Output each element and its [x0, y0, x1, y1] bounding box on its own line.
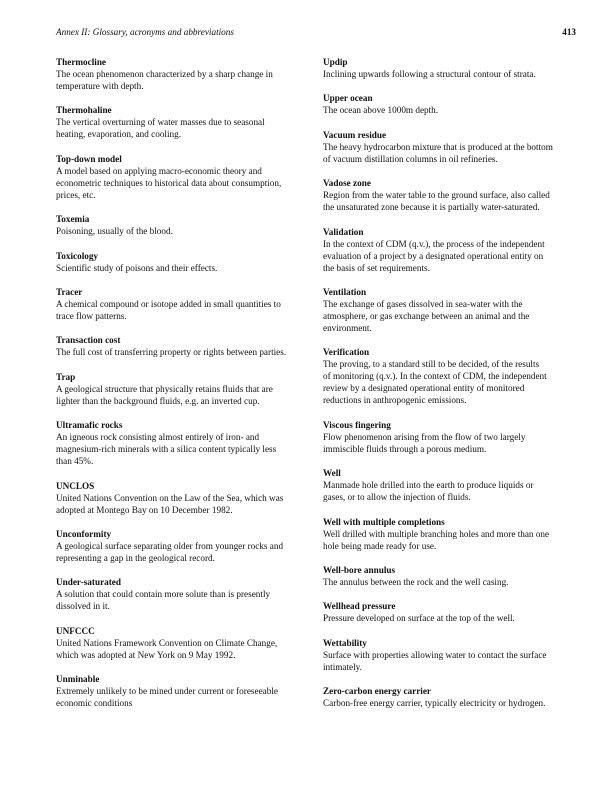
glossary-definition-line: heating, evaporation, and cooling. [56, 129, 182, 140]
glossary-term: Thermocline [56, 57, 107, 67]
glossary-definition-line: The proving, to a standard still to be decided, of the results [323, 359, 540, 370]
glossary-entry [323, 419, 578, 455]
glossary-entry [323, 467, 578, 503]
running-title: Annex II: Glossary, acronyms and abbreviations [56, 27, 234, 37]
glossary-definition-line: hole being made ready for use. [323, 540, 437, 551]
glossary-term: Zero-carbon energy carrier [323, 686, 431, 697]
glossary-definition-line: Extremely unlikely to be mined under current or foreseeable [56, 686, 278, 697]
glossary-term: Tracer [56, 286, 83, 297]
glossary-term: Wellhead pressure [323, 601, 396, 612]
glossary-entry [56, 153, 311, 201]
glossary-definition-line: than 45%. [56, 456, 94, 467]
glossary-definition-line: United Nations Framework Convention on Climate Change, [56, 637, 278, 648]
glossary-definition-line: The ocean above 1000m depth. [323, 105, 439, 116]
glossary-definition-line: the basis of set requirements. [323, 262, 430, 273]
glossary-definition-line: The vertical overturning of water masses due to seasonal [56, 117, 265, 128]
glossary-entry [56, 480, 311, 516]
glossary-definition-line: A chemical compound or isotope added in small quantities to [56, 298, 281, 309]
glossary-definition-line: Pressure developed on surface at the top of the well. [323, 613, 515, 624]
glossary-definition-line: gases, or to allow the injection of fluids. [323, 492, 471, 503]
glossary-definition-line: Manmade hole drilled into the earth to produce liquids or [323, 480, 534, 491]
glossary-entry [323, 92, 578, 116]
glossary-definition-line: Scientific study of poisons and their effects. [56, 262, 218, 273]
glossary-term: UNCLOS [56, 480, 95, 491]
glossary-entry [56, 371, 311, 407]
glossary-term: Under-saturated [56, 577, 121, 588]
glossary-definition-line: A solution that could contain more solute than is presently [56, 589, 271, 600]
glossary-definition-line: Region from the water table to the ground surface, also called [323, 190, 550, 201]
glossary-term: Well with multiple completions [323, 516, 445, 527]
glossary-term: Unconformity [56, 528, 112, 539]
glossary-definition-line: of vacuum distillation columns in oil refineries. [323, 153, 498, 164]
glossary-entry [323, 685, 578, 709]
glossary-entry [323, 286, 578, 334]
glossary-term: Vacuum residue [323, 129, 387, 140]
glossary-definition-line: temperature with depth. [56, 81, 144, 91]
glossary-definition-line: The annulus between the rock and the well casing. [323, 576, 509, 587]
glossary-entry [56, 213, 311, 237]
glossary-definition-line: An igneous rock consisting almost entirely of iron- and [56, 432, 260, 443]
glossary-term: Viscous fingering [323, 419, 391, 430]
glossary-entry [56, 334, 311, 358]
glossary-entry [56, 625, 311, 661]
glossary-definition-line: Surface with properties allowing water to contact the surface [323, 649, 547, 660]
glossary-entry [323, 346, 578, 406]
page-header [56, 27, 576, 41]
glossary-definition-line: reductions in anthropogenic emissions. [323, 395, 467, 406]
glossary-definition-line: representing a gap in the geological record. [56, 552, 215, 563]
glossary-definition-line: The ocean phenomenon characterized by a sharp change in [56, 69, 273, 79]
glossary-definition-line: A geological surface separating older from younger rocks and [56, 540, 284, 551]
glossary-term: Toxicology [56, 250, 99, 261]
glossary-entry [323, 129, 578, 165]
glossary-definition-line: immiscible fluids through a porous medium. [323, 443, 487, 454]
glossary-definition-line: the unsaturated zone because it is partially water-saturated. [323, 202, 540, 213]
glossary-definition-line: evaluation of a project by a designated operational entity on [323, 250, 544, 261]
glossary-term: Ventilation [323, 286, 367, 297]
glossary-term: Verification [323, 347, 370, 358]
glossary-term: Vadose zone [323, 178, 371, 189]
glossary-definition-line: Inclining upwards following a structural contour of strata. [323, 69, 536, 79]
glossary-column-right [323, 56, 578, 721]
glossary-definition-line: Poisoning, usually of the blood. [56, 226, 173, 237]
glossary-entry [323, 56, 578, 80]
glossary-definition-line: trace flow patterns. [56, 310, 127, 321]
glossary-entry [323, 226, 578, 274]
glossary-term: Trap [56, 371, 76, 382]
glossary-entry [56, 250, 311, 274]
page-number: 413 [562, 27, 576, 37]
glossary-entry [323, 177, 578, 213]
glossary-definition-line: Carbon-free energy carrier, typically electricity or hydrogen. [323, 698, 546, 709]
glossary-entry [56, 104, 311, 140]
glossary-definition-line: United Nations Convention on the Law of the Sea, which was [56, 492, 284, 503]
glossary-entry [56, 673, 311, 709]
glossary-definition-line: In the context of CDM (q.v.), the process of the independent [323, 238, 545, 249]
glossary-entry [56, 576, 311, 612]
glossary-term: Validation [323, 226, 364, 237]
glossary-definition-line: review by a designated operational entity of monitored [323, 383, 525, 394]
glossary-definition-line: A model based on applying macro-economic theory and [56, 165, 262, 176]
glossary-entry [56, 56, 311, 92]
glossary-definition-line: lighter than the background fluids, e.g. an inverted cup. [56, 395, 260, 406]
glossary-definition-line: environment. [323, 322, 372, 333]
glossary-entry [323, 637, 578, 673]
glossary-term: Top-down model [56, 153, 122, 164]
glossary-entry [56, 286, 311, 322]
glossary-definition-line: of monitoring (q.v.). In the context of CDM, the independent [323, 371, 547, 382]
glossary-term: Well [323, 468, 341, 479]
glossary-term: Unminable [56, 674, 100, 685]
glossary-definition-line: which was adopted at New York on 9 May 1992. [56, 649, 236, 660]
glossary-definition-line: atmosphere, or gas exchange between an animal and the [323, 310, 530, 321]
glossary-term: Well-bore annulus [323, 564, 396, 575]
glossary-definition-line: dissolved in it. [56, 601, 110, 612]
glossary-term: Wettability [323, 637, 367, 648]
glossary-term: Toxemia [56, 214, 90, 225]
glossary-definition-line: The exchange of gases dissolved in sea-water with the [323, 298, 523, 309]
glossary-column-left [56, 56, 311, 721]
glossary-term: Transaction cost [56, 335, 121, 346]
glossary-entry [323, 600, 578, 624]
glossary-term: UNFCCC [56, 625, 95, 636]
glossary-definition-line: The full cost of transferring property or rights between parties. [56, 347, 287, 358]
glossary-definition-line: Well drilled with multiple branching holes and more than one [323, 528, 550, 539]
glossary-entry [323, 516, 578, 552]
glossary-term: Ultramafic rocks [56, 420, 123, 431]
glossary-definition-line: A geological structure that physically retains fluids that are [56, 383, 273, 394]
glossary-term: Thermohaline [56, 105, 112, 116]
glossary-entry [56, 528, 311, 564]
glossary-entry [56, 419, 311, 467]
glossary-definition-line: Flow phenomenon arising from the flow of two largely [323, 431, 526, 442]
glossary-definition-line: prices, etc. [56, 189, 96, 200]
glossary-definition-line: The heavy hydrocarbon mixture that is produced at the bottom [323, 141, 553, 152]
glossary-definition-line: intimately. [323, 661, 362, 672]
glossary-term: Upper ocean [323, 93, 373, 104]
glossary-entry [323, 564, 578, 588]
glossary-definition-line: econometric techniques to historical data about consumption, [56, 177, 282, 188]
glossary-definition-line: adopted at Montego Bay on 10 December 1982. [56, 504, 233, 515]
glossary-definition-line: economic conditions [56, 698, 133, 709]
glossary-term: Updip [323, 57, 348, 67]
glossary-definition-line: magnesium-rich minerals with a silica content typically less [56, 444, 277, 455]
